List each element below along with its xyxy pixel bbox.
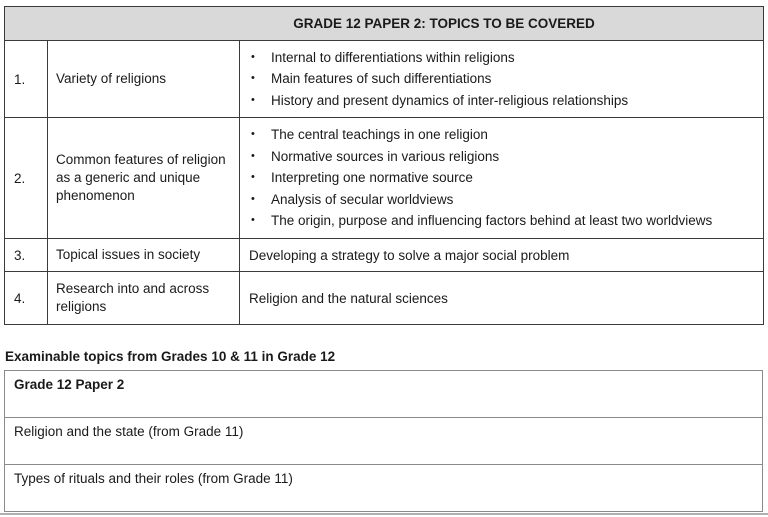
table-row — [5, 239, 764, 272]
row-number: 2. — [5, 118, 48, 239]
bullet-item: • Main features of such differentiations — [249, 68, 763, 90]
topic-name: Topical issues in society — [48, 239, 240, 272]
row-number: 4. — [5, 272, 48, 325]
topic-content: Developing a strategy to solve a major social problem — [240, 239, 764, 272]
section-title: Examinable topics from Grades 10 & 11 in Grade 12 — [5, 349, 336, 364]
examinable-item: Religion and the state (from Grade 11) — [5, 418, 763, 465]
bullet-item: • History and present dynamics of inter-religious relationships — [249, 90, 763, 112]
examinable-table — [4, 370, 763, 512]
bullet-item: • Internal to differentiations within religions — [249, 47, 763, 69]
bullet-item: • Analysis of secular worldviews — [249, 189, 763, 211]
topic-name: Variety of religions — [48, 41, 240, 118]
page-divider — [0, 513, 768, 515]
table-row — [5, 371, 763, 418]
bullet-list — [249, 124, 763, 232]
topic-content — [240, 41, 764, 118]
topic-name: Common features of religion as a generic and unique phenomenon — [48, 118, 240, 239]
bullet-list — [249, 47, 763, 112]
table-row — [5, 272, 764, 325]
bullet-item: • Interpreting one normative source — [249, 167, 763, 189]
topic-name: Research into and across religions — [48, 272, 240, 325]
topic-content — [240, 118, 764, 239]
examinable-header: Grade 12 Paper 2 — [5, 371, 763, 418]
row-number: 1. — [5, 41, 48, 118]
topic-content: Religion and the natural sciences — [240, 272, 764, 325]
bullet-item: • The central teachings in one religion — [249, 124, 763, 146]
table-row — [5, 465, 763, 512]
topics-table — [4, 6, 764, 325]
table-row — [5, 41, 764, 118]
row-number: 3. — [5, 239, 48, 272]
bullet-item: • The origin, purpose and influencing factors behind at least two worldviews — [249, 210, 763, 232]
examinable-item: Types of rituals and their roles (from Grade 11) — [5, 465, 763, 512]
topics-table-title: GRADE 12 PAPER 2: TOPICS TO BE COVERED — [5, 7, 764, 41]
table-row — [5, 418, 763, 465]
table-row — [5, 118, 764, 239]
bullet-item: • Normative sources in various religions — [249, 146, 763, 168]
